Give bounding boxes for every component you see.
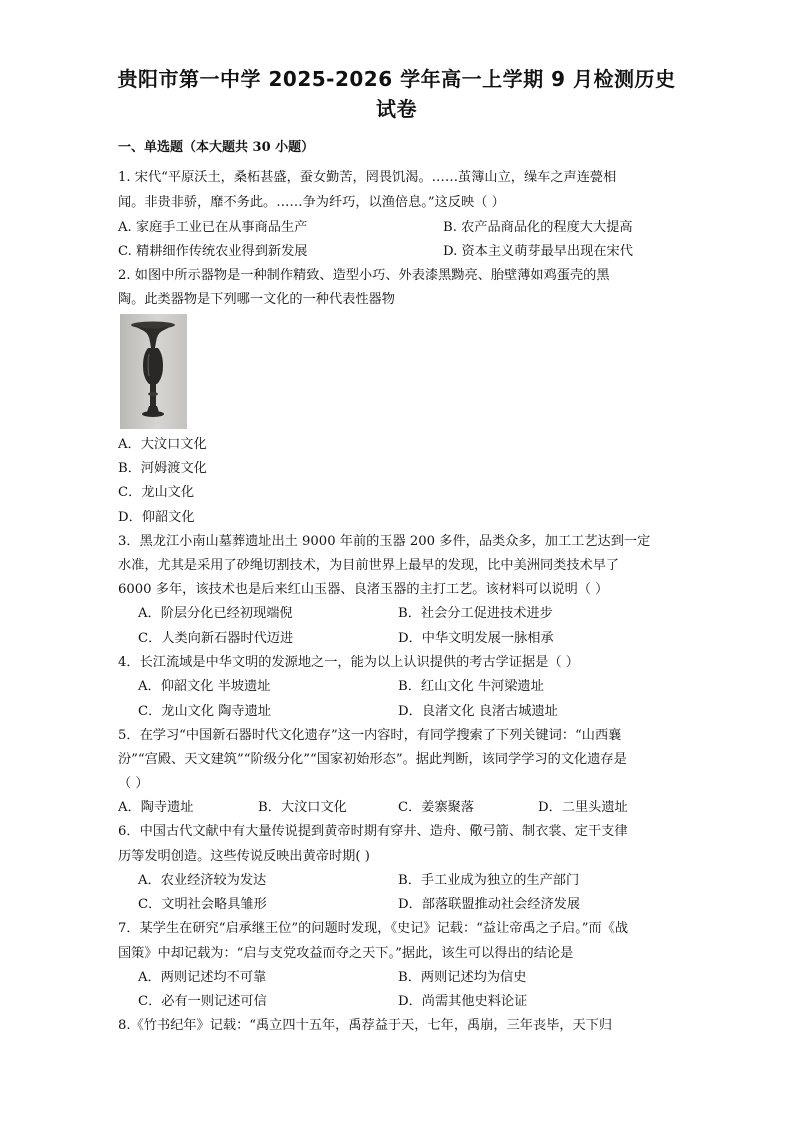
q1-option-a: A. 家庭手工业已在从事商品生产 xyxy=(118,220,308,235)
q2-option-d: D．仰韶文化 xyxy=(118,510,195,525)
q2-option-a: A．大汶口文化 xyxy=(118,437,207,452)
q5-option-a: A．陶寺遗址 xyxy=(118,800,194,815)
q4-option-d: D．良渚文化 良渚古城遗址 xyxy=(398,704,558,719)
q6-stem-line-2: 历等发明创造。这些传说反映出黄帝时期( ) xyxy=(118,849,370,864)
q2-stem-line-2: 陶。此类器物是下列哪一文化的一种代表性器物 xyxy=(118,292,395,307)
q4-option-a: A．仰韶文化 半坡遗址 xyxy=(138,679,271,694)
q5-option-c: C．姜寨聚落 xyxy=(398,800,475,815)
q7-stem-line-2: 国策》中却记载为：“启与支党攻益而夺之天下。”据此，该生可以得出的结论是 xyxy=(118,946,574,961)
q7-option-b: B．两则记述均为信史 xyxy=(398,970,527,985)
section-heading: 一、单选题（本大题共 30 小题） xyxy=(118,140,315,155)
q1-option-d: D. 资本主义萌芽最早出现在宋代 xyxy=(443,244,633,259)
q7-stem-line-1: 7．某学生在研究“启承继王位”的问题时发现，《史记》记载：“益让帝禹之子启。”而《战 xyxy=(118,921,629,936)
q3-stem-line-2: 水准，尤其是采用了砂绳切割技术，为目前世界上最早的发现，比中美洲同类技术早了 xyxy=(118,558,620,573)
q5-option-b: B．大汶口文化 xyxy=(258,800,347,815)
q1-stem-line-2: 闻。非贵非骄，靡不务此。……争为纤巧，以渔倍息。”这反映（ ） xyxy=(118,195,505,210)
q3-stem-line-3: 6000 多年，该技术也是后来红山玉器、良渚玉器的主打工艺。该材料可以说明（ ） xyxy=(118,582,609,597)
q4-option-c: C．龙山文化 陶寺遗址 xyxy=(138,704,271,719)
q7-option-d: D．尚需其他史料论证 xyxy=(398,994,528,1009)
q8-stem-line-1: 8.《竹书纪年》记载：“禹立四十五年，禹荐益于天，七年，禹崩，三年丧毕，天下归 xyxy=(118,1018,613,1033)
q3-option-d: D．中华文明发展一脉相承 xyxy=(398,631,554,646)
q1-stem-line-1: 1. 宋代“平原沃土，桑柘甚盛，蚕女勤苦，罔畏饥渴。……茧簿山立，缲车之声连甍相 xyxy=(118,170,617,185)
q1-option-c: C. 精耕细作传统农业得到新发展 xyxy=(118,244,308,259)
q5-stem-line-1: 5．在学习“中国新石器时代文化遗存”这一内容时，有同学搜索了下列关键词：“山西襄 xyxy=(118,728,622,743)
q6-option-d: D．部落联盟推动社会经济发展 xyxy=(398,897,581,912)
black-pottery-goblet-image xyxy=(120,314,187,429)
q6-option-b: B．手工业成为独立的生产部门 xyxy=(398,873,580,888)
q3-option-a: A．阶层分化已经初现端倪 xyxy=(138,606,293,621)
q3-option-b: B．社会分工促进技术进步 xyxy=(398,606,553,621)
q1-option-b: B. 农产品商品化的程度大大提高 xyxy=(443,220,633,235)
goblet-illustration xyxy=(120,314,187,429)
q7-option-a: A．两则记述均不可靠 xyxy=(138,970,267,985)
q3-option-c: C．人类向新石器时代迈进 xyxy=(138,631,294,646)
q5-stem-line-3: （ ） xyxy=(118,776,149,791)
q4-stem-line-1: 4．长江流域是中华文明的发源地之一，能为以上认识提供的考古学证据是（ ） xyxy=(118,655,579,670)
q2-option-b: B．河姆渡文化 xyxy=(118,461,207,476)
exam-title-line-1: 贵阳市第一中学 2025-2026 学年高一上学期 9 月检测历史 xyxy=(117,67,676,91)
q3-stem-line-1: 3．黑龙江小南山墓葬遗址出土 9000 年前的玉器 200 多件，品类众多，加工工艺达到一定 xyxy=(118,534,651,549)
q5-stem-line-2: 汾”“宫殿、天文建筑”“阶级分化”“国家初始形态”。据此判断，该同学学习的文化遗存是 xyxy=(118,752,627,767)
exam-title-line-2: 试卷 xyxy=(376,97,417,121)
q6-option-c: C．文明社会略具雏形 xyxy=(138,897,267,912)
q7-option-c: C．必有一则记述可信 xyxy=(138,994,267,1009)
q6-stem-line-1: 6．中国古代文献中有大量传说提到黄帝时期有穿井、造舟、儆弓箭、制衣裳、定干支律 xyxy=(118,824,628,839)
q2-stem-line-1: 2. 如图中所示器物是一种制作精致、造型小巧、外表漆黑黝亮、胎壁薄如鸡蛋壳的黑 xyxy=(118,268,610,283)
q4-option-b: B．红山文化 牛河梁遗址 xyxy=(398,679,544,694)
q2-option-c: C．龙山文化 xyxy=(118,485,195,500)
q6-option-a: A．农业经济较为发达 xyxy=(138,873,267,888)
q5-option-d: D．二里头遗址 xyxy=(538,800,628,815)
